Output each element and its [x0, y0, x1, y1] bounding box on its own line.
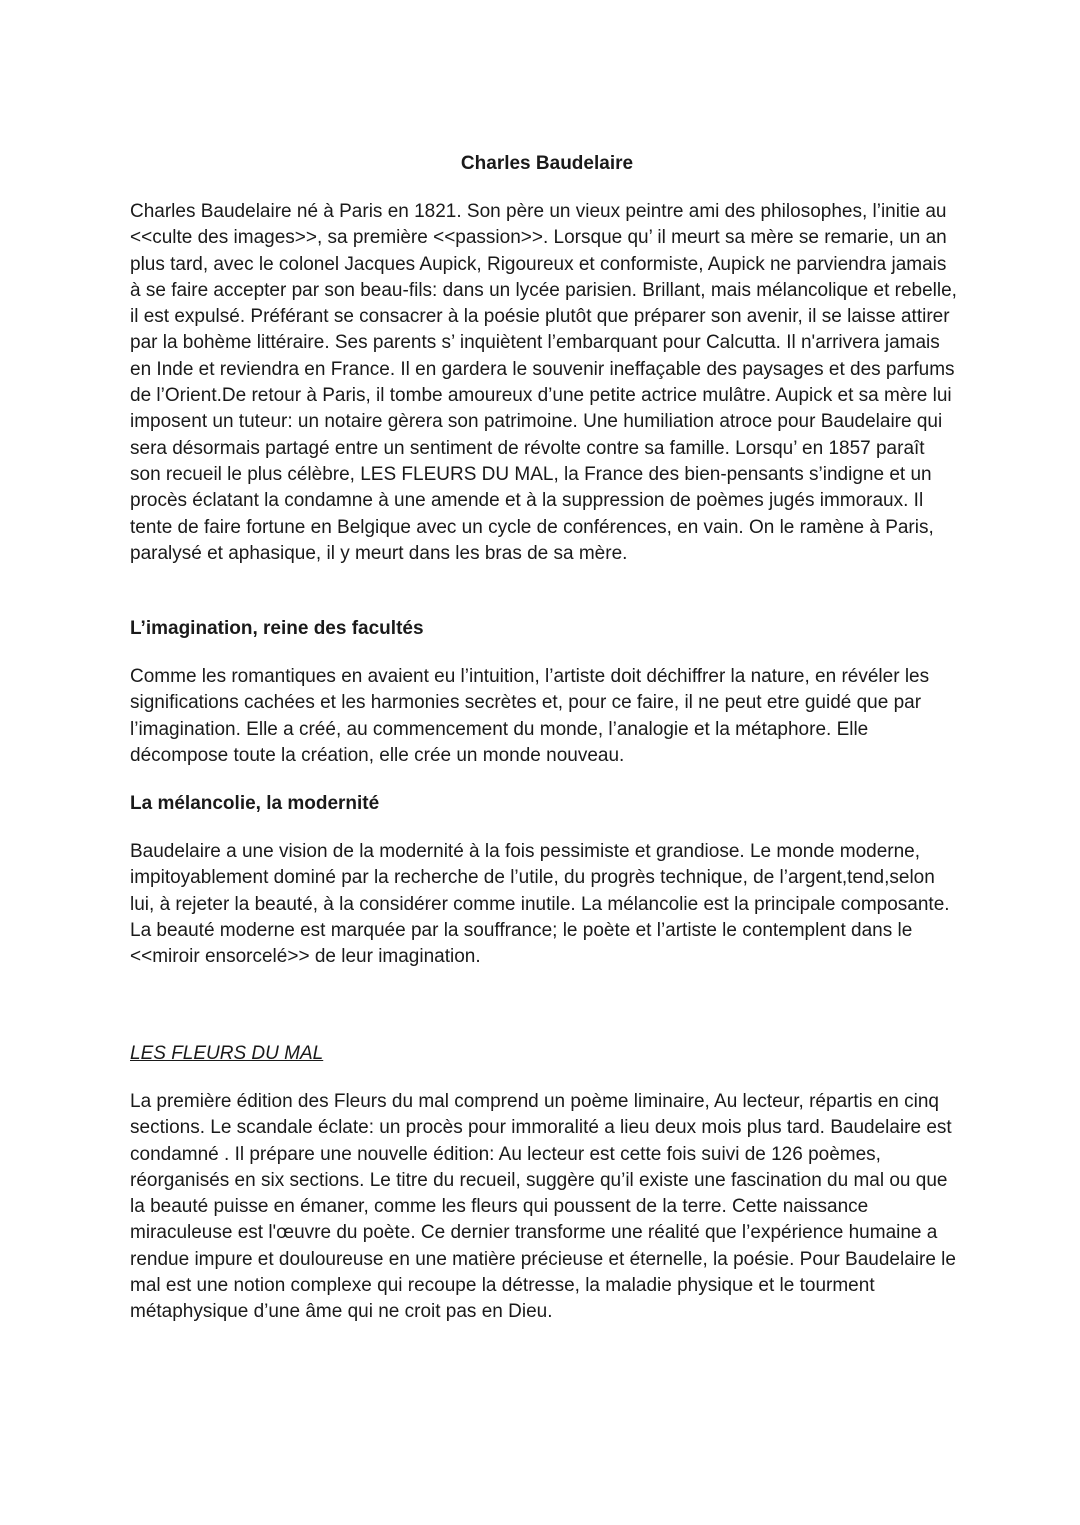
section-heading-melancolie: La mélancolie, la modernité — [130, 793, 380, 814]
section-heading-fleurs-du-mal: LES FLEURS DU MAL — [130, 1043, 324, 1064]
section-heading-imagination: L’imagination, reine des facultés — [130, 618, 424, 639]
imagination-paragraph: Comme les romantiques en avaient eu l’intuition, l’artiste doit déchiffrer la nature, en révéler les significations cachées et les harmonies secrètes et, pour ce faire, il ne peut etre guidé que par l’imagination. Elle a créé, au commencement du monde, l’analogie et la métaphore. Elle décompose toute la création, elle crée un monde nouveau. — [130, 666, 930, 766]
melancolie-paragraph: Baudelaire a une vision de la modernité à la fois pessimiste et grandiose. Le monde moderne, impitoyablement dominé par la recherche de l’utile, du progrès technique, de l’argent,tend,selon lui, à rejeter la beauté, à la considérer comme inutile. La mélancolie est la principale composante. La beauté moderne est marquée par la souffrance; le poète et l’artiste le contemplent dans le <<miroir ensorcelé>> de leur imagination. — [130, 841, 950, 968]
fleurs-du-mal-paragraph: La première édition des Fleurs du mal comprend un poème liminaire, Au lecteur, répartis en cinq sections. Le scandale éclate: un procès pour immoralité a lieu deux mois plus tard. Baudelaire est condamné . Il prépare une nouvelle édition: Au lecteur est cette fois suivi de 126 poèmes, réorganisés en six sections. Le titre du recueil, suggère qu’il existe une fascination du mal ou que la beauté puisse en émaner, comme les fleurs qui poussent de la terre. Cette naissance miraculeuse est l'œuvre du poète. Ce dernier transforme une réalité que l’expérience humaine a rendue impure et douloureuse en une matière précieuse et éternelle, la poésie. Pour Baudelaire le mal est une notion complexe qui recoupe la détresse, la maladie physique et le tourment métaphysique d’une âme qui ne croit pas en Dieu. — [130, 1091, 956, 1323]
page-title: Charles Baudelaire — [460, 153, 634, 174]
intro-paragraph: Charles Baudelaire né à Paris en 1821. Son père un vieux peintre ami des philosophes, l’initie au <<culte des images>>, sa première <<passion>>. Lorsque qu’ il meurt sa mère se remarie, un an plus tard, avec le colonel Jacques Aupick, Rigoureux et conformiste, Aupick ne parviendra jamais à se faire accepter par son beau-fils: dans un lycée parisien. Brillant, mais mélancolique et rebelle, il est expulsé. Préférant se consacrer à la poésie plutôt que préparer son avenir, il se laisse attirer par la bohème littéraire. Ses parents s’ inquiètent l’embarquant pour Calcutta. Il n'arrivera jamais en Inde et reviendra en France. Il en gardera le souvenir ineffaçable des paysages et des parfums de l’Orient.De retour à Paris, il tombe amoureux d’une petite actrice mulâtre. Aupick et sa mère lui imposent un tuteur: un notaire gèrera son patrimoine. Une humiliation atroce pour Baudelaire qui sera désormais partagé entre un sentiment de révolte contre sa famille. Lorsqu’ en 1857 paraît son recueil le plus célèbre, LES FLEURS DU MAL, la France des bien-pensants s’indigne et un procès éclatant la condamne à une amende et à la suppression de poèmes jugés immoraux. Il tente de faire fortune en Belgique avec un cycle de conférences, en vain. On le ramène à Paris, paralysé et aphasique, il y meurt dans les bras de sa mère. — [130, 201, 957, 564]
